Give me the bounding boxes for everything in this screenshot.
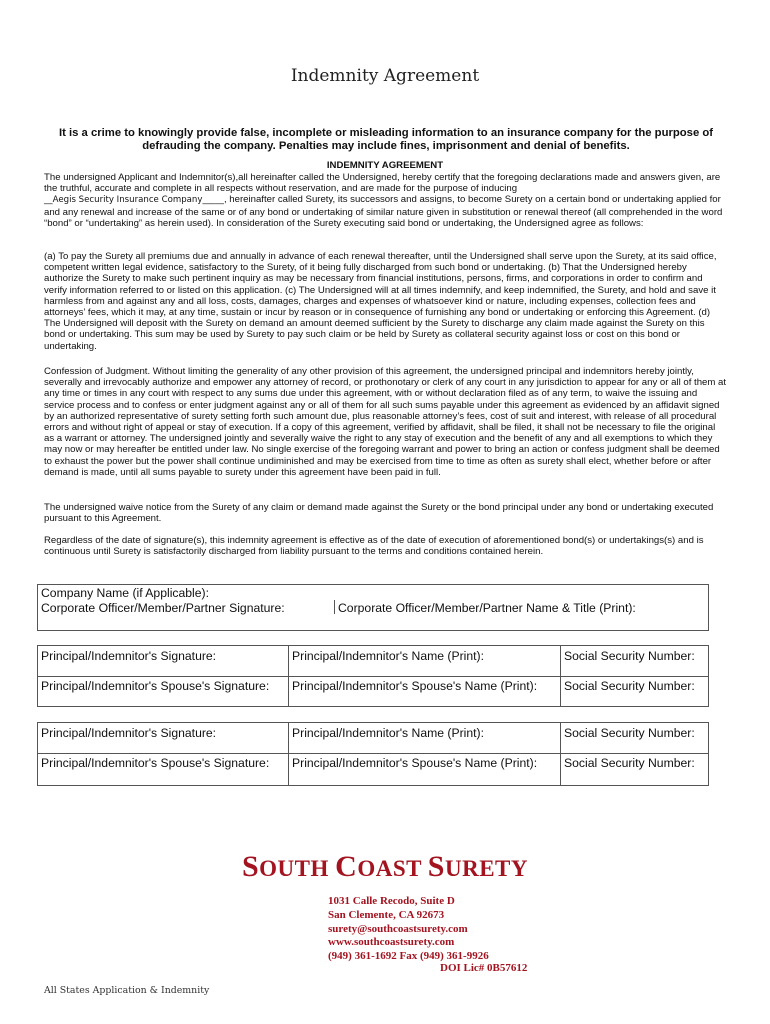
company-name-field[interactable]: Company Name (if Applicable): xyxy=(41,586,209,600)
company-address-block xyxy=(328,895,489,964)
paragraph-obligations: (a) To pay the Surety all premiums due and annually in advance of each renewal thereafter, until the Undersigned shall serve upon the Surety, at its said office, competent written legal evidence, satisfactory to the Surety, of it being fully discharged from such bond or undertaking. (b) That the Undersigned hereby authorize the Surety to make such pertinent inquiry as may be necessary from financial institutions, persons, firms, and corporations in order to confirm and verify information referred to or listed on this application. (c) The Undersigned will at all times indemnify, and keep indemnified, the Surety, and hold and save it harmless from and against any and all loss, costs, damages, charges and expenses of whatsoever kind or nature, including expenses, collection fees and attorneys’ fees, which it may, at any time, sustain or incur by reason or in consequence of furnishing any bond or undertaking or enforcing this Agreement. (d) The Undersigned will deposit with the Surety on demand an amount deemed sufficient by the Surety to discharge any claim made against the Surety on this bond or undertaking. This sum may be used by Surety to pay such claim or be held by Surety as collateral security against loss or cost on this bond or undertaking. xyxy=(44,251,717,352)
spouse-ssn-field[interactable]: Social Security Number: xyxy=(564,679,695,693)
intro-text-a: The undersigned Applicant and Indemnitor(s),all hereinafter called the Undersigned, hereby certify that the foregoing declarations made and answers given, are the truthful, accurate and complete in all respects without reservation, and are made for the purpose of inducing xyxy=(44,172,721,195)
address-line-2: San Clemente, CA 92673 xyxy=(328,908,445,921)
box-divider xyxy=(38,676,708,677)
principal-name-field[interactable]: Principal/Indemnitor's Name (Print): xyxy=(292,726,484,740)
company-website-link[interactable]: www.southcoastsurety.com xyxy=(328,936,455,949)
spouse-signature-field[interactable]: Principal/Indemnitor's Spouse's Signature: xyxy=(41,679,270,693)
section-heading: INDEMNITY AGREEMENT xyxy=(326,160,444,171)
fraud-warning xyxy=(44,127,728,153)
company-logo: SOUTH COAST SURETY xyxy=(241,850,528,883)
spouse-ssn-field[interactable]: Social Security Number: xyxy=(564,756,695,770)
paragraph-confession-of-judgment: Confession of Judgment. Without limiting the generality of any other provision of this agreement, the undersigned principal and indemnitors hereby jointly, severally and irrevocably authorize and empower any attorney of record, or prothonotary or clerk of any court in any jurisdiction to appear for any or all of them at any time or times in any court with respect to any sums due under this agreement, with or without declaration filed as of any term, to waive the issuing and service process and to confess or enter judgment against any or all of them for all such sums payable under this agreement as evidenced by an affidavit signed by an authorized representative of surety setting forth such amount due, plus reasonable attorney’s fees, cost of suit and interest, with release of all procedural errors and without right of appeal or stay of execution. If a copy of this agreement, verified by affidavit, shall be filed, it shall not be necessary to file the original as a warrant or attorney. The undersigned jointly and severally waive the right to any stay of execution and the benefit of any and all exemptions to which they may now or may hereafter be entitled under law. No single exercise of the foregoing warrant and power to bring an action or confess judgment shall be deemed to exhaust the power but the power shall continue undiminished and may be exercised from time to time as often as surety shall elect, whether before or after demand is made, until all sums payable to surety under this agreement have been paid in full. xyxy=(44,366,727,478)
paragraph-intro xyxy=(44,172,728,229)
paragraph-effective-date: Regardless of the date of signature(s), this indemnity agreement is effective as of the date of execution of aforementioned bond(s) or undertakings(s) and is continuous until Surety is satisfactorily discharged from liability pursuant to the terms and conditions contained herein. xyxy=(44,535,704,558)
company-email-link[interactable]: surety@southcoastsurety.com xyxy=(328,922,468,935)
principal-name-field[interactable]: Principal/Indemnitor's Name (Print): xyxy=(292,649,484,663)
address-line-1: 1031 Calle Recodo, Suite D xyxy=(328,895,455,907)
principal-box-1 xyxy=(37,645,709,707)
officer-signature-field[interactable]: Corporate Officer/Member/Partner Signature: xyxy=(41,601,285,615)
paragraph-waiver: The undersigned waive notice from the Surety of any claim or demand made against the Surety or the bond principal under any bond or undertaking executed pursuant to this Agreement. xyxy=(44,502,714,525)
fraud-warning-line-1: It is a crime to knowingly provide false, incomplete or misleading information to an insurance company for the purpose of xyxy=(58,127,714,139)
page-footer: All States Application & Indemnity xyxy=(44,985,210,996)
principal-signature-field[interactable]: Principal/Indemnitor's Signature: xyxy=(41,649,217,663)
spouse-name-field[interactable]: Principal/Indemnitor's Spouse's Name (Print): xyxy=(292,679,538,693)
document-title: Indemnity Agreement xyxy=(290,66,480,86)
doi-license: DOI Lic# 0B57612 xyxy=(440,962,528,974)
spouse-name-field[interactable]: Principal/Indemnitor's Spouse's Name (Print): xyxy=(292,756,538,770)
ssn-field[interactable]: Social Security Number: xyxy=(564,649,695,663)
company-phone-fax: (949) 361-1692 Fax (949) 361-9926 xyxy=(328,950,489,963)
principal-box-2 xyxy=(37,722,709,786)
company-signature-box xyxy=(37,584,709,631)
surety-name: __Aegis Security Insurance Company_____ xyxy=(44,195,224,206)
principal-signature-field[interactable]: Principal/Indemnitor's Signature: xyxy=(41,726,217,740)
fraud-warning-line-2: defrauding the company. Penalties may include fines, imprisonment and denial of benefits. xyxy=(142,140,630,152)
intro-text-b: , hereinafter called Surety, its successors and assigns, to become Surety on a certain bond or undertaking applied for and any renewal and increase of the same or of any bond or undertaking of similar nature given in substitution or renewal thereof (all comprehended in the word “bond” or “undertaking” as herein used). In consideration of the Surety executing said bond or undertaking, the Undersigned agree as follows: xyxy=(44,194,723,229)
box-divider xyxy=(38,753,708,754)
officer-name-title-field[interactable]: Corporate Officer/Member/Partner Name & Title (Print): xyxy=(338,601,636,615)
ssn-field[interactable]: Social Security Number: xyxy=(564,726,695,740)
spouse-signature-field[interactable]: Principal/Indemnitor's Spouse's Signature: xyxy=(41,756,270,770)
